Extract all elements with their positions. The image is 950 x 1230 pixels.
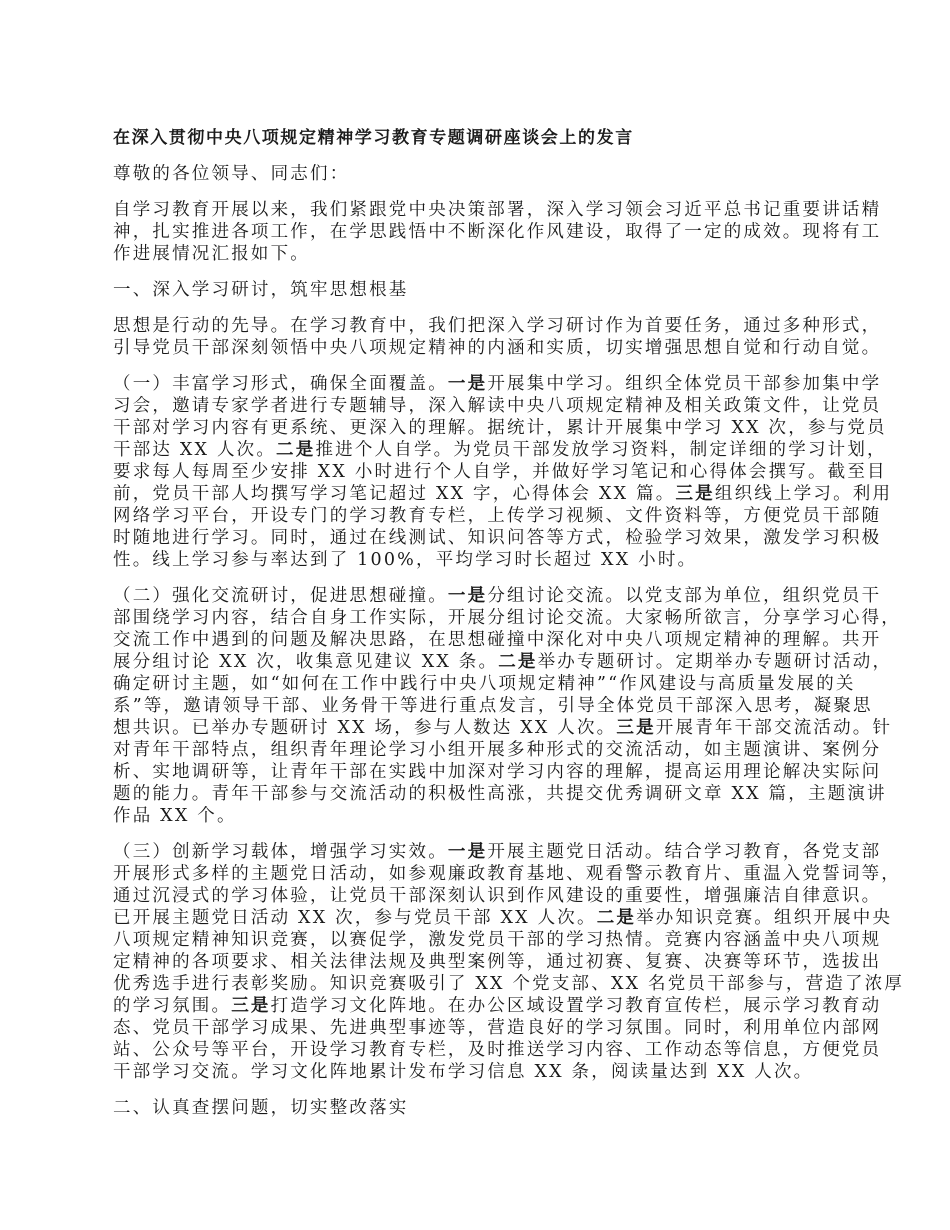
- text-line: [113, 395, 882, 417]
- bold-lead-text: 一是: [447, 374, 488, 394]
- text-line: [113, 337, 882, 359]
- text-segment: 作进展情况汇报如下。: [113, 244, 310, 264]
- text-line: [113, 973, 905, 995]
- text-segment: 思想是行动的先导。在学习教育中，我们把深入学习研讨作为首要任务，通过多种形式，: [113, 316, 882, 336]
- text-segment: 站、公众号等平台，开设学习教育专栏，及时推送学习内容、工作动态等信息，方便党员: [113, 1040, 882, 1060]
- text-segment: 神，扎实推进各项工作，在学思践悟中不断深化作风建设，取得了一定的成效。现将有工: [113, 222, 882, 242]
- text-segment: 二、认真查摆问题，切实整改落实: [113, 1098, 409, 1118]
- text-segment: 通过沉浸式的学习体验，让党员干部深刻认识到作风建设的重要性，增强廉洁自律意识。: [113, 886, 882, 906]
- text-segment: 前，党员干部人均撰写学习笔记超过 XX 字，心得体会 XX 篇。: [113, 484, 676, 504]
- text-line: [113, 717, 893, 739]
- paragraph: [113, 841, 905, 1083]
- text-segment: 析、实地调研等，让青年干部在实践中加深对学习内容的理解，提高运用理论解决实际问: [113, 762, 882, 782]
- text-line: [113, 783, 887, 805]
- bold-lead-text: 一是: [447, 586, 488, 606]
- bold-lead-text: 三是: [231, 996, 271, 1016]
- text-segment: 八项规定精神知识竞赛，以赛促学，激发党员干部的学习热情。竞赛内容涵盖中央八项规: [113, 930, 882, 950]
- text-line: [113, 673, 856, 695]
- text-line: [113, 373, 882, 395]
- text-line: [113, 439, 887, 461]
- bold-lead-text: 三是: [675, 484, 715, 504]
- section-heading: [113, 279, 853, 301]
- text-line: [113, 243, 853, 265]
- text-line: [113, 607, 901, 629]
- text-segment: 部围绕学习内容，结合自身工作实际，开展分组讨论交流。大家畅所欲言，分享学习心得，: [113, 608, 901, 628]
- text-segment: 干部学习交流。学习文化阵地累计发布学习信息 XX 条，阅读量达到 XX 人次。: [113, 1062, 814, 1082]
- section-heading: [113, 1097, 853, 1119]
- text-segment: 开展青年干部交流活动。针: [655, 718, 893, 738]
- paragraph: [113, 199, 882, 265]
- document-title: [113, 127, 853, 149]
- text-segment: 定精神的各项要求、相关法律法规及典型案例等，通过初赛、复赛、决赛等环节，选拔出: [113, 952, 882, 972]
- text-line: [113, 951, 882, 973]
- text-line: [113, 1017, 882, 1039]
- text-line: [113, 315, 882, 337]
- bold-lead-text: 二是: [276, 440, 316, 460]
- text-segment: 分组讨论交流。以党支部为单位，组织党员干: [487, 586, 882, 606]
- text-line: [113, 1039, 882, 1061]
- paragraph: [113, 585, 901, 827]
- text-segment: 推进个人自学。为党员干部发放学习资料，制定详细的学习计划，: [315, 440, 887, 460]
- text-line: [113, 585, 882, 607]
- text-line: [113, 739, 882, 761]
- text-line: [113, 279, 853, 301]
- document-body: [113, 127, 905, 1133]
- text-segment: 态、党员干部学习成果、先进典型事迹等，营造良好的学习氛围。同时，利用单位内部网: [113, 1018, 882, 1038]
- text-segment: 尊敬的各位领导、同志们：: [113, 164, 350, 184]
- text-line: [113, 651, 893, 673]
- text-line: [113, 841, 882, 863]
- text-segment: 确定研讨主题，如“如何在工作中践行中央八项规定精神”“作风建设与高质量发展的关: [113, 674, 856, 694]
- text-line: [113, 1061, 853, 1083]
- text-segment: 在深入贯彻中央八项规定精神学习教育专题调研座谈会上的发言: [113, 128, 634, 148]
- text-segment: 举办知识竞赛。组织开展中央: [636, 908, 893, 928]
- text-segment: 自学习教育开展以来，我们紧跟党中央决策部署，深入学习领会习近平总书记重要讲话精: [113, 200, 882, 220]
- text-line: [113, 417, 887, 439]
- text-line: [113, 483, 893, 505]
- text-segment: 作品 XX 个。: [113, 806, 237, 826]
- bold-lead-text: 三是: [616, 718, 656, 738]
- text-line: [113, 863, 901, 885]
- text-segment: 组织线上学习。利用: [714, 484, 893, 504]
- text-segment: 对青年干部特点，组织青年理论学习小组开展多种形式的交流活动，如主题演讲、案例分: [113, 740, 882, 760]
- text-segment: 开展集中学习。组织全体党员干部参加集中学: [487, 374, 882, 394]
- text-segment: 打造学习文化阵地。在办公区域设置学习教育宣传栏，展示学习教育动: [270, 996, 882, 1016]
- text-line: [113, 885, 882, 907]
- text-line: [113, 695, 873, 717]
- text-line: [113, 461, 887, 483]
- text-line: [113, 199, 882, 221]
- text-segment: 举办专题研讨。定期举办专题研讨活动，: [537, 652, 893, 672]
- text-segment: 要求每人每周至少安排 XX 小时进行个人自学，并做好学习笔记和心得体会撰写。截至目: [113, 462, 887, 482]
- text-line: [113, 221, 882, 243]
- text-line: [113, 163, 853, 185]
- text-segment: 已开展主题党日活动 XX 次，参与党员干部 XX 人次。: [113, 908, 597, 928]
- text-segment: 引导党员干部深刻领悟中央八项规定精神的内涵和实质，切实增强思想自觉和行动自觉。: [113, 338, 882, 358]
- text-segment: 想共识。已举办专题研讨 XX 场，参与人数达 XX 人次。: [113, 718, 617, 738]
- text-segment: 优秀选手进行表彰奖励。知识竞赛吸引了 XX 个党支部、XX 名党员干部参与，营造了浓厚: [113, 974, 905, 994]
- text-line: [113, 505, 882, 527]
- text-segment: 习会，邀请专家学者进行专题辅导，深入解读中央八项规定精神及相关政策文件，让党员: [113, 396, 882, 416]
- text-segment: 系”等，邀请领导干部、业务骨干等进行重点发言，引导全体党员干部深入思考，凝聚思: [113, 696, 873, 716]
- text-segment: 性。线上学习参与率达到了 100%，平均学习时长超过 XX 小时。: [113, 550, 698, 570]
- text-line: [113, 1097, 853, 1119]
- text-segment: （二）强化交流研讨，促进思想碰撞。: [113, 586, 448, 606]
- paragraph: [113, 373, 893, 571]
- text-line: [113, 929, 882, 951]
- text-segment: 展分组讨论 XX 次，收集意见建议 XX 条。: [113, 652, 499, 672]
- text-line: [113, 127, 853, 149]
- text-segment: 时随地进行学习。同时，通过在线测试、知识问答等方式，检验学习效果，激发学习积极: [113, 528, 882, 548]
- text-segment: 开展主题党日活动。结合学习教育，各党支部: [487, 842, 882, 862]
- text-segment: 交流工作中遇到的问题及解决思路，在思想碰撞中深化对中央八项规定精神的理解。共开: [113, 630, 882, 650]
- text-segment: （一）丰富学习形式，确保全面覆盖。: [113, 374, 448, 394]
- greeting: [113, 163, 853, 185]
- text-segment: 干部达 XX 人次。: [113, 440, 277, 460]
- text-segment: （三）创新学习载体，增强学习实效。: [113, 842, 448, 862]
- text-segment: 开展形式多样的主题党日活动，如参观廉政教育基地、观看警示教育片、重温入党誓词等，: [113, 864, 901, 884]
- paragraph: [113, 315, 882, 359]
- bold-lead-text: 一是: [447, 842, 488, 862]
- text-segment: 一、深入学习研讨，筑牢思想根基: [113, 280, 409, 300]
- text-line: [113, 805, 853, 827]
- text-segment: 网络学习平台，开设专门的学习教育专栏，上传学习视频、文件资料等，方便党员干部随: [113, 506, 882, 526]
- bold-lead-text: 二是: [596, 908, 637, 928]
- text-line: [113, 907, 893, 929]
- text-segment: 干部对学习内容有更系统、更深入的理解。据统计，累计开展集中学习 XX 次，参与党员: [113, 418, 887, 438]
- text-line: [113, 527, 882, 549]
- text-line: [113, 995, 882, 1017]
- text-line: [113, 629, 882, 651]
- text-segment: 的学习氛围。: [113, 996, 232, 1016]
- bold-lead-text: 二是: [498, 652, 538, 672]
- text-line: [113, 549, 853, 571]
- text-line: [113, 761, 882, 783]
- text-segment: 题的能力。青年干部参与交流活动的积极性高涨，共提交优秀调研文章 XX 篇，主题演讲: [113, 784, 887, 804]
